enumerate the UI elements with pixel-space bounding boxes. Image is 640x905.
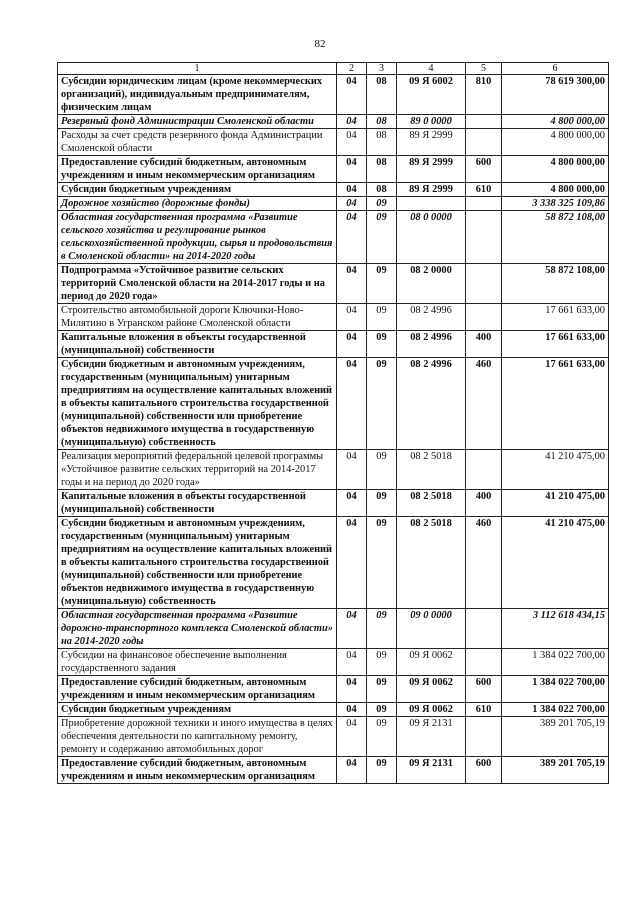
row-section: 04 [337,703,367,717]
table-row [58,517,609,609]
page-number: 82 [314,38,326,50]
table-row [58,609,609,649]
table-row [58,304,609,331]
row-target-code: 89 0 0000 [397,115,466,129]
row-expense-type: 810 [466,75,502,115]
table-row [58,156,609,183]
table-row [58,703,609,717]
row-expense-type: 610 [466,183,502,197]
table-row [58,676,609,703]
table-row [58,331,609,358]
row-expense-type [466,304,502,331]
row-expense-type [466,450,502,490]
row-amount: 1 384 022 700,00 [502,703,609,717]
row-amount: 4 800 000,00 [502,115,609,129]
budget-table [57,62,609,784]
row-expense-type: 460 [466,517,502,609]
row-amount: 58 872 108,00 [502,264,609,304]
row-amount: 4 800 000,00 [502,156,609,183]
row-section: 04 [337,211,367,264]
row-target-code: 09 Я 2131 [397,717,466,757]
column-header: 5 [466,63,502,75]
row-name: Дорожное хозяйство (дорожные фонды) [58,197,337,211]
row-amount: 4 800 000,00 [502,129,609,156]
row-amount: 41 210 475,00 [502,450,609,490]
row-expense-type [466,649,502,676]
row-subsection: 09 [367,757,397,784]
row-section: 04 [337,757,367,784]
row-subsection: 08 [367,156,397,183]
column-header: 2 [337,63,367,75]
row-target-code: 08 2 5018 [397,450,466,490]
row-expense-type [466,717,502,757]
row-subsection: 09 [367,450,397,490]
row-target-code: 09 Я 2131 [397,757,466,784]
row-section: 04 [337,450,367,490]
row-subsection: 09 [367,197,397,211]
row-amount: 389 201 705,19 [502,757,609,784]
row-subsection: 08 [367,129,397,156]
row-section: 04 [337,183,367,197]
row-section: 04 [337,490,367,517]
row-target-code: 89 Я 2999 [397,156,466,183]
column-header: 6 [502,63,609,75]
row-name: Предоставление субсидий бюджетным, автономным учреждениям и иным некоммерческим организациям [58,156,337,183]
row-amount: 389 201 705,19 [502,717,609,757]
row-section: 04 [337,676,367,703]
row-name: Предоставление субсидий бюджетным, автономным учреждениям и иным некоммерческим организациям [58,676,337,703]
row-subsection: 08 [367,75,397,115]
row-expense-type: 610 [466,703,502,717]
row-subsection: 09 [367,490,397,517]
row-name: Приобретение дорожной техники и иного имущества в целях обеспечения деятельности по капитальному ремонту, ремонту и содержанию автомобильных дорог [58,717,337,757]
row-section: 04 [337,197,367,211]
row-section: 04 [337,115,367,129]
row-section: 04 [337,304,367,331]
row-target-code: 09 0 0000 [397,609,466,649]
row-name: Субсидии на финансовое обеспечение выполнения государственного задания [58,649,337,676]
table-row [58,115,609,129]
row-subsection: 08 [367,115,397,129]
row-amount: 1 384 022 700,00 [502,676,609,703]
row-subsection: 09 [367,609,397,649]
row-expense-type [466,197,502,211]
row-subsection: 09 [367,264,397,304]
row-expense-type: 400 [466,331,502,358]
table-row [58,211,609,264]
table-row [58,183,609,197]
row-target-code: 89 Я 2999 [397,183,466,197]
row-subsection: 09 [367,717,397,757]
row-name: Капитальные вложения в объекты государственной (муниципальной) собственности [58,331,337,358]
row-amount: 17 661 633,00 [502,331,609,358]
row-target-code: 08 2 5018 [397,517,466,609]
row-name: Резервный фонд Администрации Смоленской области [58,115,337,129]
row-name: Строительство автомобильной дороги Ключики-Ново-Милятино в Угранском районе Смоленской области [58,304,337,331]
row-name: Субсидии бюджетным и автономным учреждениям, государственным (муниципальным) унитарным предприятиям на осуществление капитальных вложений в объекты капитального строительства государственной (муниципальной) собственности или приобретение объектов недвижимого имущества в государственную (муниципальную) собственность [58,517,337,609]
row-amount: 41 210 475,00 [502,517,609,609]
row-amount: 78 619 300,00 [502,75,609,115]
row-expense-type: 400 [466,490,502,517]
row-expense-type [466,609,502,649]
row-amount: 1 384 022 700,00 [502,649,609,676]
row-expense-type [466,264,502,304]
row-section: 04 [337,517,367,609]
row-name: Субсидии бюджетным учреждениям [58,703,337,717]
row-expense-type [466,211,502,264]
row-subsection: 09 [367,703,397,717]
row-target-code: 08 0 0000 [397,211,466,264]
column-header: 4 [397,63,466,75]
row-section: 04 [337,609,367,649]
row-name: Расходы за счет средств резервного фонда Администрации Смоленской области [58,129,337,156]
row-amount: 4 800 000,00 [502,183,609,197]
row-subsection: 09 [367,304,397,331]
row-expense-type: 460 [466,358,502,450]
table-row [58,129,609,156]
row-section: 04 [337,75,367,115]
row-subsection: 09 [367,211,397,264]
row-amount: 58 872 108,00 [502,211,609,264]
table-row [58,490,609,517]
row-name: Субсидии бюджетным и автономным учреждениям, государственным (муниципальным) унитарным предприятиям на осуществление капитальных вложений в объекты капитального строительства государственной (муниципальной) собственности или приобретение объектов недвижимого имущества в государственную (муниципальную) собственность [58,358,337,450]
row-expense-type [466,115,502,129]
row-section: 04 [337,649,367,676]
column-header: 1 [58,63,337,75]
table-row [58,757,609,784]
row-name: Реализация мероприятий федеральной целевой программы «Устойчивое развитие сельских территорий на 2014-2017 годы и на период до 2020 года» [58,450,337,490]
row-target-code: 08 2 4996 [397,331,466,358]
table-row [58,358,609,450]
row-target-code: 08 2 4996 [397,358,466,450]
row-target-code: 89 Я 2999 [397,129,466,156]
table-row [58,197,609,211]
row-target-code: 09 Я 0062 [397,703,466,717]
row-amount: 17 661 633,00 [502,304,609,331]
row-expense-type: 600 [466,676,502,703]
row-amount: 3 112 618 434,15 [502,609,609,649]
row-section: 04 [337,717,367,757]
table-row [58,649,609,676]
row-target-code: 09 Я 6002 [397,75,466,115]
table-row [58,264,609,304]
row-amount: 3 338 325 109,86 [502,197,609,211]
row-subsection: 09 [367,649,397,676]
row-amount: 41 210 475,00 [502,490,609,517]
row-name: Капитальные вложения в объекты государственной (муниципальной) собственности [58,490,337,517]
row-section: 04 [337,264,367,304]
row-name: Областная государственная программа «Развитие сельского хозяйства и регулирование рынков сельскохозяйственной продукции, сырья и продовольствия в Смоленской области» на 2014-2020 годы [58,211,337,264]
row-subsection: 09 [367,676,397,703]
row-name: Субсидии юридическим лицам (кроме некоммерческих организаций), индивидуальным предпринимателям, физическим лицам [58,75,337,115]
row-name: Субсидии бюджетным учреждениям [58,183,337,197]
row-name: Предоставление субсидий бюджетным, автономным учреждениям и иным некоммерческим организациям [58,757,337,784]
row-target-code: 09 Я 0062 [397,676,466,703]
column-header: 3 [367,63,397,75]
row-target-code [397,197,466,211]
row-section: 04 [337,156,367,183]
table-row [58,450,609,490]
row-subsection: 09 [367,517,397,609]
row-subsection: 09 [367,358,397,450]
row-target-code: 08 2 5018 [397,490,466,517]
row-name: Подпрограмма «Устойчивое развитие сельских территорий Смоленской области на 2014-2017 годы и на период до 2020 года» [58,264,337,304]
row-subsection: 09 [367,331,397,358]
row-target-code: 08 2 0000 [397,264,466,304]
header-row [58,63,609,75]
row-name: Областная государственная программа «Развитие дорожно-транспортного комплекса Смоленской области» на 2014-2020 годы [58,609,337,649]
row-amount: 17 661 633,00 [502,358,609,450]
row-expense-type: 600 [466,156,502,183]
row-subsection: 08 [367,183,397,197]
row-expense-type: 600 [466,757,502,784]
row-target-code: 08 2 4996 [397,304,466,331]
row-section: 04 [337,331,367,358]
row-target-code: 09 Я 0062 [397,649,466,676]
table-row [58,717,609,757]
row-section: 04 [337,129,367,156]
row-expense-type [466,129,502,156]
table-row [58,75,609,115]
row-section: 04 [337,358,367,450]
